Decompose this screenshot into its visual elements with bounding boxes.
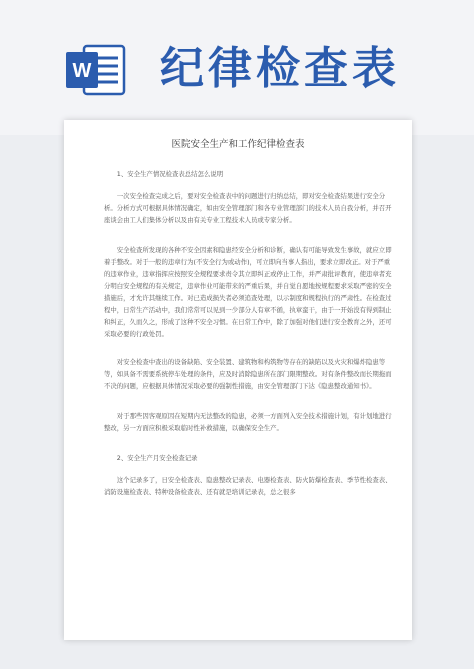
word-document-icon: [64, 40, 128, 100]
paragraph-4: 对于那些因客观原因在短期内无法整改的隐患，必须一方面列入安全技术措施计划，有计划地进行整改，另一方面应积极采取临时性补救措施，以确保安全生产。: [104, 412, 392, 432]
document-page: [64, 120, 412, 640]
banner-title: 纪律检查表: [160, 43, 400, 94]
section-heading-2: 2、安全生产月安全检查记录: [116, 454, 198, 462]
header-banner: [0, 0, 474, 135]
section-heading-1: 1、安全生产情况检查表总结怎么说明: [116, 170, 224, 178]
word-logo-letter: W: [72, 60, 92, 82]
paragraph-3: 对安全检查中查出的设备缺陷、安全装置、建筑物和构筑物等存在的缺陷以及火灾和爆炸隐患等等，如具备不需要系统停车处理的条件，应及时消除隐患所在部门限期整改。对有条件整改而长期拖而不决的问题，应根据具体情况采取必要的强制性措施，由安全管理部门下达《隐患整改通知书》。: [104, 358, 392, 390]
document-title: 医院安全生产和工作纪律检查表: [171, 139, 305, 150]
paragraph-1: 一次安全检查完成之后，要对安全检查表中的问题进行归纳总结，即对安全检查结果进行安全分析。分析方式可根据具体情况确定，如由安全管理部门和各专业管理部门的技术人员自我分析，并召开座谈会由工人们集体分析以及由有关专业工程技术人员或专家分析。: [104, 192, 392, 224]
paragraph-2: 安全检查所发现的各种不安全因素和隐患经安全分析和诊断，确认有可能导致发生事故，就应立即着手整改。对于一般的违章行为(不安全行为或动作)，可立即向当事人指出，要求立即改正。对于严重的违章作业，违章指挥应按照安全规程要求责令其立即纠正或停止工作，并严肃批评教育，使违章者充分明白安全规程的有关规定，违章作业可能带来的严重后果，并自觉自愿地按规程要求采取严密的安全措施后，才允许其继续工作。对已造成损失者必须追查处理，以示制度和规程执行的严肃性。在检查过程中，日常生产活动中，我们常常可以见到一少部分人有章不循，执章蛮干，由于一开始没有得到制止和纠正，久而久之，形成了这种不安全习惯。在日常工作中，除了加强对他们进行安全教育之外，还可采取必要的行政处罚。: [104, 246, 392, 338]
paragraph-5: 这个记录多了，日安全检查表、隐患整改记录表、电器检查表、防火防爆检查表、季节性检查表、消防设施检查表、特种设备检查表、还有就是培训记录表，总之很多: [104, 476, 392, 496]
